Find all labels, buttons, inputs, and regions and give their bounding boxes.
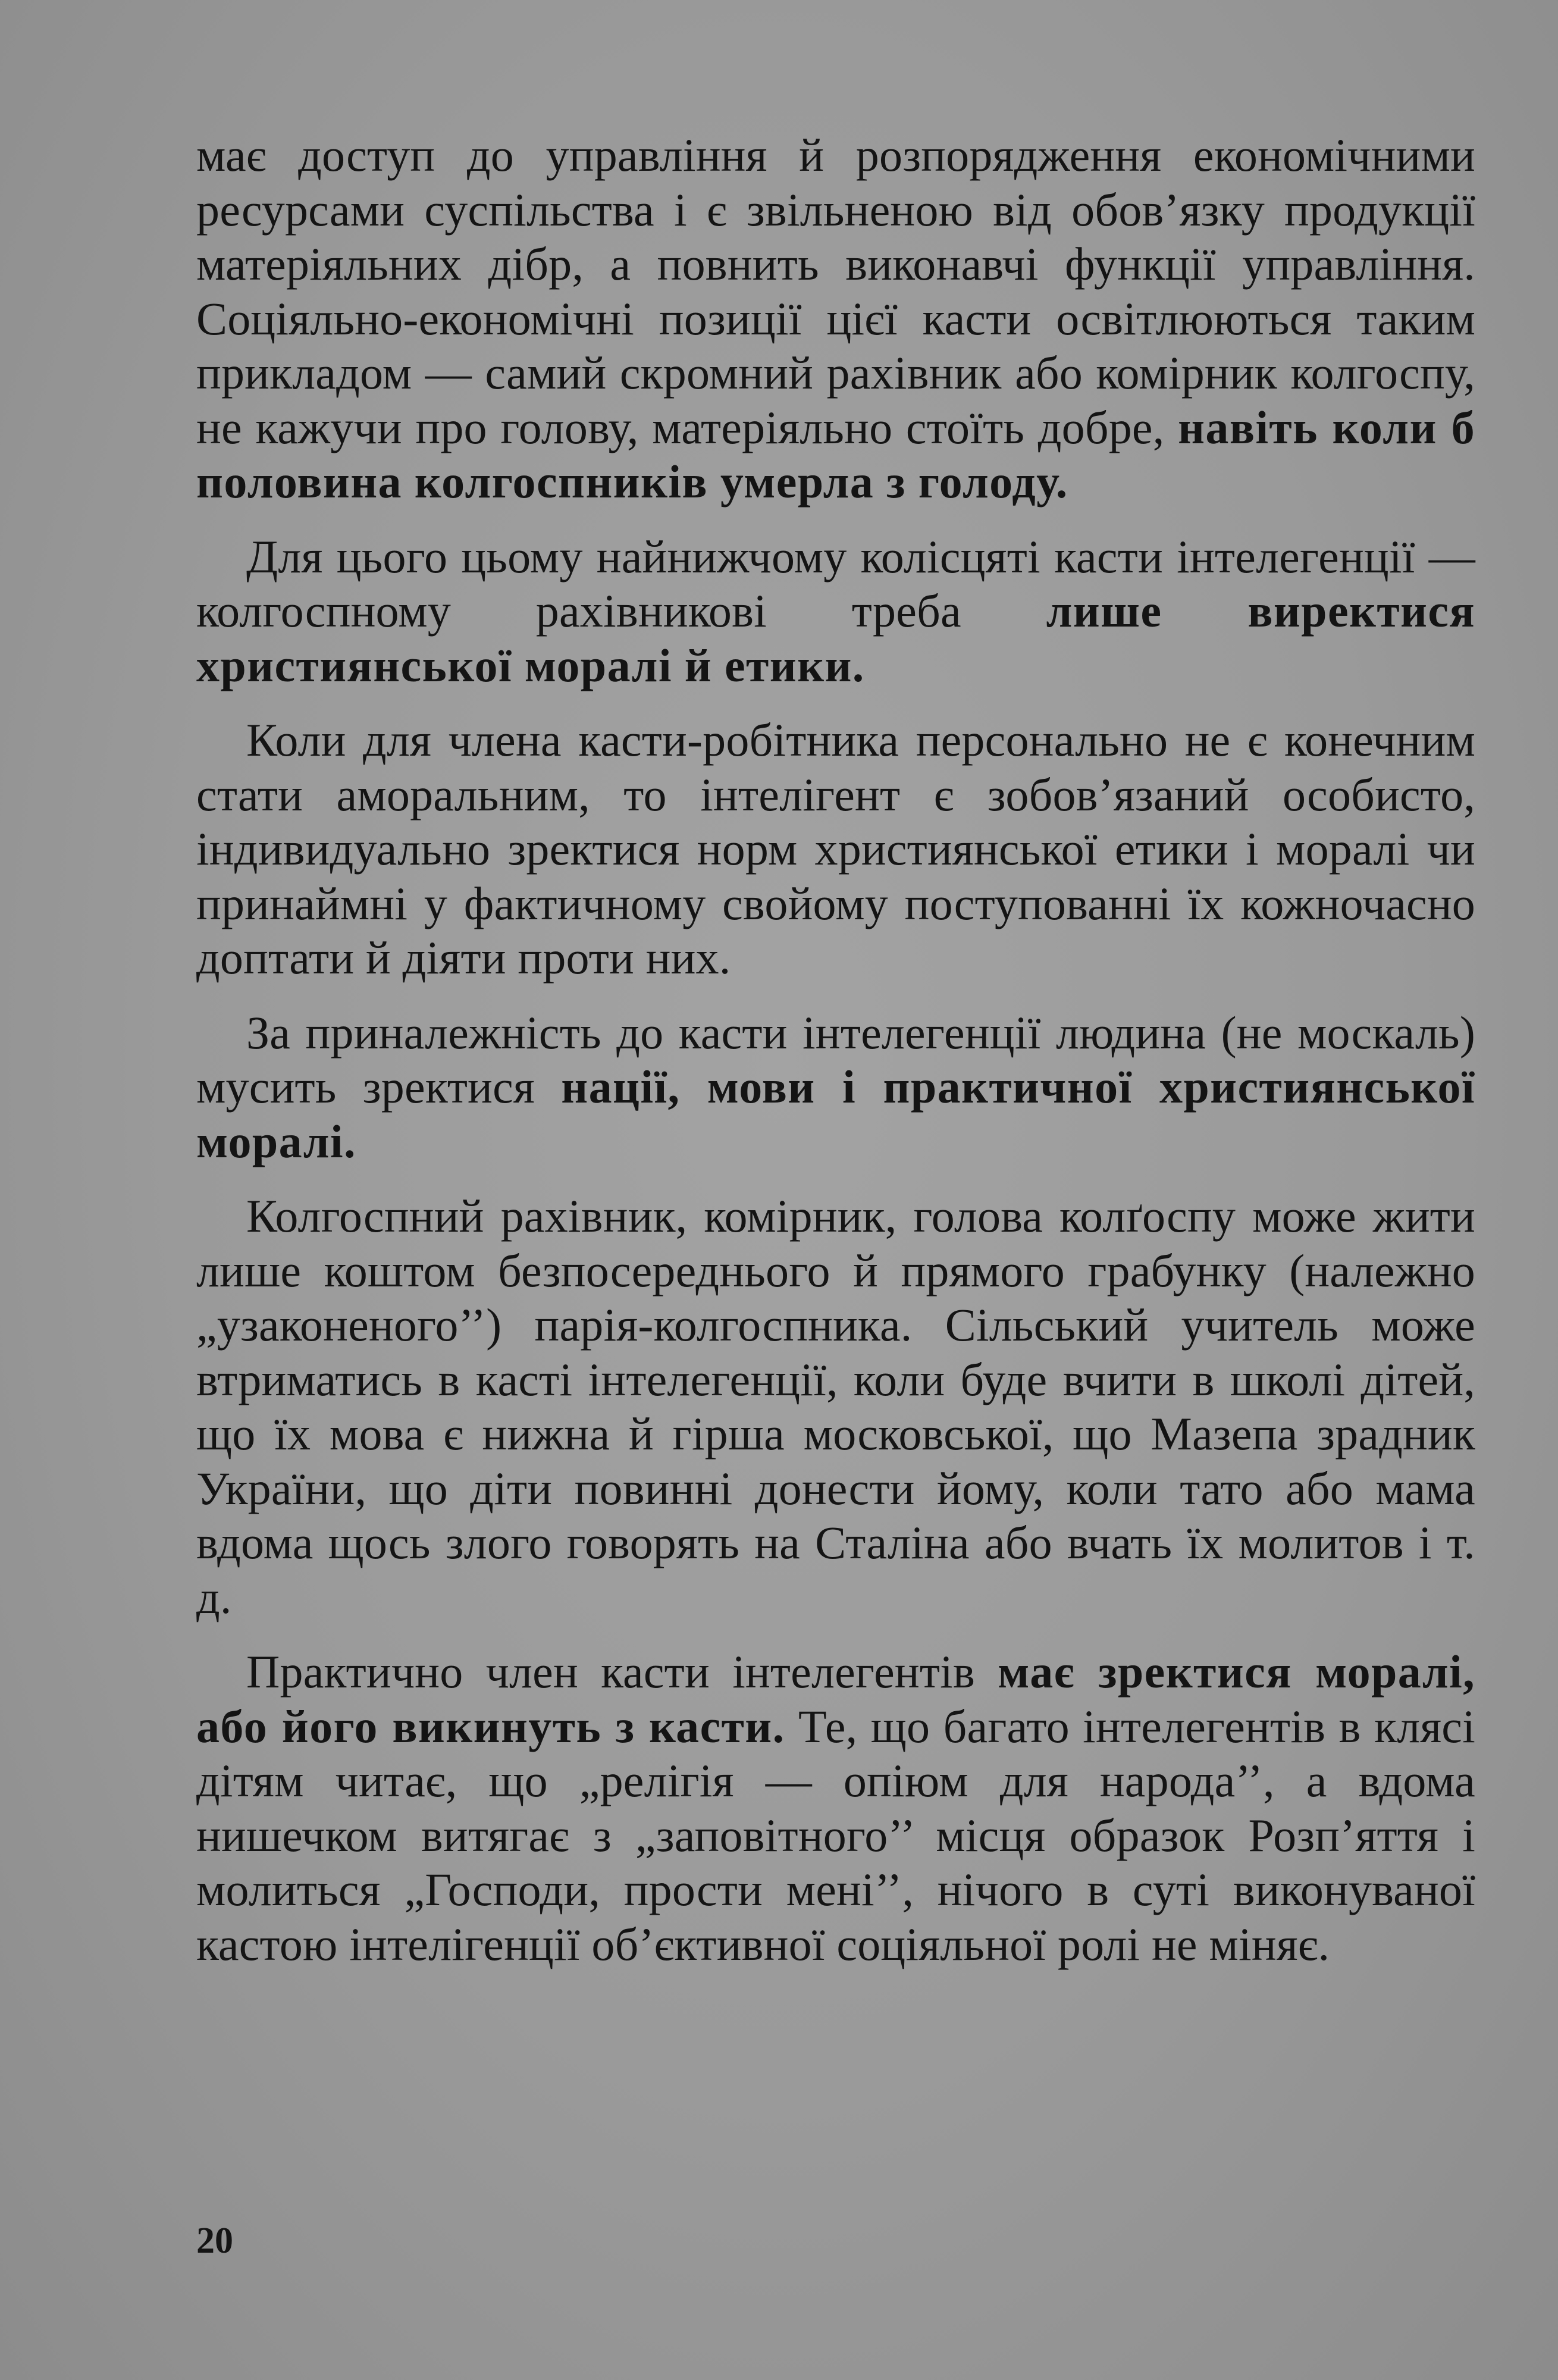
bold-text-segment: лише виректися християнської моралі й етики. (196, 585, 1475, 691)
text-segment: має доступ до управління й розпорядження економічними ресурсами суспільства і є звільненою від обов’язку продукції матеріяльних дібр, а повнить виконавчі функції управління. Соціяльно-економічні позиції цієї касти освітлюються таким прикладом — самий скромний рахівник або комірник колгоспу, не кажучи про голову, матеріяльно стоїть добре, (196, 129, 1475, 453)
paragraph-6 (196, 1645, 1475, 1971)
text-segment: Коли для члена касти-робітника персонально не є конечним стати аморальним, то інтелігент є зобов’язаний особисто, індивидуально зректися норм християнської етики і моралі чи принаймні у фактичному свойому поступованні їх кожночасно доптати й діяти проти них. (196, 714, 1475, 984)
body-text (196, 128, 1475, 1991)
bold-text-segment: має зректися моралі, або його викинуть з касти. (196, 1646, 1476, 1752)
paragraph-1 (196, 128, 1475, 509)
paragraph-4 (196, 1006, 1475, 1169)
paragraph-5 (196, 1189, 1475, 1624)
page-number: 20 (196, 2221, 233, 2261)
text-segment: Колгоспний рахівник, комірник, голова колґоспу може жити лише коштом безпосереднього й прямого грабунку (належно „узаконеного’’) парія-колгоспника. Сільський учитель може втриматись в касті інтелегенції, коли буде вчити в школі дітей, що їх мова є нижна й гірша московської, що Мазепа зрадник України, що діти повинні донести йому, коли тато або мама вдома щось злого говорять на Сталіна або вчать їх молитов і т. д. (196, 1190, 1475, 1623)
bold-text-segment: навіть коли б половина колгоспників умерла з голоду. (196, 401, 1476, 508)
text-segment: Для цього цьому найнижчому колісцяті касти інтелегенції — колгоспному рахівникові треба (196, 530, 1475, 637)
text-segment: Практично член касти інтелегентів (246, 1646, 998, 1698)
bold-text-segment: нації, мови і практичної християнської моралі. (196, 1061, 1475, 1167)
text-segment: Те, що багато інтелегентів в клясі дітям читає, що „релігія — опіюм для народа’’, а вдома нишечком витягає з „заповітного’’ місця образок Розп’яття і молиться „Господи, прости мені’’, нічого в суті виконуваної кастою інтелігенції об’єктивної соціяльної ролі не міняє. (196, 1700, 1475, 1970)
text-segment: За приналежність до касти інтелегенції людина (не москаль) мусить зректися (196, 1006, 1475, 1113)
paragraph-3 (196, 713, 1475, 985)
paragraph-2 (196, 530, 1475, 693)
